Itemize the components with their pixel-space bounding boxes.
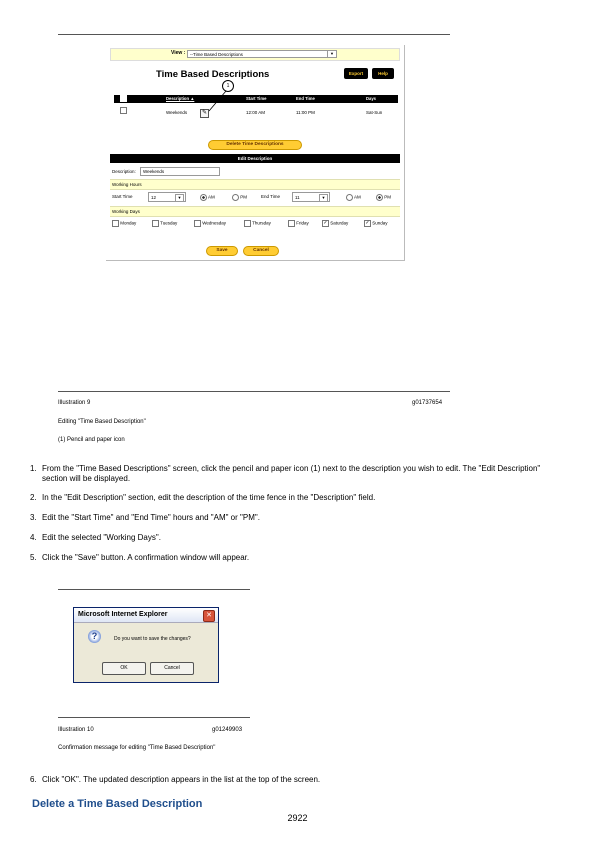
day-tuesday[interactable] (152, 220, 177, 227)
dialog-cancel-button[interactable]: Cancel (150, 662, 194, 675)
start-pm-label: PM (240, 194, 248, 200)
description-field[interactable] (140, 167, 220, 176)
illustration-9-id: g01737654 (412, 400, 443, 406)
illustration-9-label: Illustration 9 (58, 400, 91, 406)
step-text: Click the "Save" button. A confirmation window will appear. (42, 553, 250, 562)
column-days: Days (366, 96, 377, 101)
illustration-9-legend: (1) Pencil and paper icon (58, 437, 125, 443)
working-hours-row (110, 179, 400, 190)
step-text: Click "OK". The updated description appears in the list at the top of the screen. (42, 775, 321, 784)
description-label: Description: (112, 169, 136, 174)
edit-description-header: Edit Description (110, 154, 400, 163)
day-wednesday[interactable] (194, 220, 226, 227)
start-time-label: Start Time (112, 194, 133, 199)
caption-9-rule (58, 391, 450, 392)
step-number: 3. (30, 513, 37, 522)
dialog-title: Microsoft Internet Explorer (78, 611, 168, 618)
day-label: Friday (296, 220, 309, 226)
illustration-10-top-rule (58, 589, 250, 590)
end-am-label: AM (354, 194, 361, 200)
description-row (110, 166, 400, 177)
table-header (114, 95, 398, 103)
start-pm-radio[interactable] (232, 194, 247, 201)
ok-button[interactable]: OK (102, 662, 146, 675)
working-hours-label: Working Hours (112, 182, 142, 187)
end-pm-radio[interactable] (376, 194, 391, 201)
step-text: Edit the "Start Time" and "End Time" hours and "AM" or "PM". (42, 513, 260, 522)
illustration-9-title: Editing "Time Based Description" (58, 419, 146, 425)
step-text: From the "Time Based Descriptions" screen, click the pencil and paper icon (1) next to the description you wish to edit. The "Edit Description" section will be displayed. (42, 464, 541, 483)
caption-10-rule (58, 717, 250, 718)
start-am-radio[interactable] (200, 194, 215, 201)
end-am-radio[interactable] (346, 194, 361, 201)
view-label: View : (171, 50, 186, 56)
day-label: Thursday (252, 220, 271, 226)
day-friday[interactable] (288, 220, 309, 227)
time-row (110, 190, 400, 204)
illustration-10-id: g01249903 (212, 727, 243, 733)
chevron-down-icon: ▼ (327, 51, 336, 57)
export-button[interactable]: Export (344, 68, 368, 79)
row-description: Weekends (166, 110, 188, 115)
start-time-value: 12 (151, 195, 157, 200)
working-days-label: Working Days (112, 209, 140, 214)
pencil-paper-icon[interactable]: ✎ (201, 110, 208, 116)
days-row (110, 217, 400, 228)
illustration-10-title: Confirmation message for editing "Time Based Description" (58, 745, 216, 751)
start-am-label: AM (208, 194, 215, 200)
screen-title: Time Based Descriptions (156, 69, 270, 80)
end-pm-label: PM (384, 194, 392, 200)
step-number: 4. (30, 533, 37, 542)
chevron-down-icon: ▼ (175, 194, 184, 202)
end-time-select[interactable] (292, 192, 330, 202)
working-days-row (110, 206, 400, 217)
day-label: Wednesday (202, 220, 226, 226)
row-end-time: 11:00 PM (296, 110, 315, 115)
dialog-titlebar (74, 608, 218, 623)
table-row (114, 107, 398, 119)
help-button[interactable]: Help (372, 68, 394, 79)
end-time-label: End Time (261, 194, 281, 199)
column-start-time: Start Time (246, 96, 267, 101)
section-heading: Delete a Time Based Description (32, 798, 203, 810)
dialog-message: Do you want to save the changes? (114, 636, 191, 642)
delete-time-descriptions-button[interactable]: Delete Time Descriptions (208, 140, 302, 150)
step-number: 6. (30, 775, 37, 784)
row-start-time: 12:00 AM (246, 110, 266, 115)
day-label: Sunday (372, 220, 388, 226)
step-number: 1. (30, 464, 37, 473)
step-text: In the "Edit Description" section, edit the description of the time fence in the "Description" field. (42, 493, 376, 502)
day-label: Saturday (330, 220, 349, 226)
start-time-select[interactable] (148, 192, 186, 202)
callout-1: 1 (222, 80, 234, 92)
step-number: 5. (30, 553, 37, 562)
end-time-value: 11 (295, 195, 300, 200)
day-sunday[interactable] (364, 220, 388, 227)
step-number: 2. (30, 493, 37, 502)
illustration-10-label: Illustration 10 (58, 727, 94, 733)
column-description[interactable]: Description ▲ (166, 96, 195, 101)
description-field-value: Weekends (143, 169, 165, 174)
question-icon: ? (88, 630, 101, 643)
day-saturday[interactable] (322, 220, 348, 227)
row-days: Sat-Sun (366, 110, 383, 115)
view-select-value: --Time Based Descriptions (190, 52, 243, 57)
close-icon[interactable]: ✕ (203, 610, 215, 622)
column-end-time: End Time (296, 96, 315, 101)
cancel-button[interactable]: Cancel (243, 246, 279, 256)
day-label: Tuesday (160, 220, 178, 226)
day-thursday[interactable] (244, 220, 271, 227)
chevron-down-icon: ▼ (319, 194, 328, 202)
top-rule (58, 34, 450, 35)
save-button[interactable]: Save (206, 246, 238, 256)
confirmation-dialog (73, 607, 219, 683)
illustration-9-screenshot (106, 45, 405, 261)
day-monday[interactable] (112, 220, 136, 227)
step-text: Edit the selected "Working Days". (42, 533, 161, 542)
page-number: 2922 (287, 813, 308, 823)
day-label: Monday (120, 220, 137, 226)
